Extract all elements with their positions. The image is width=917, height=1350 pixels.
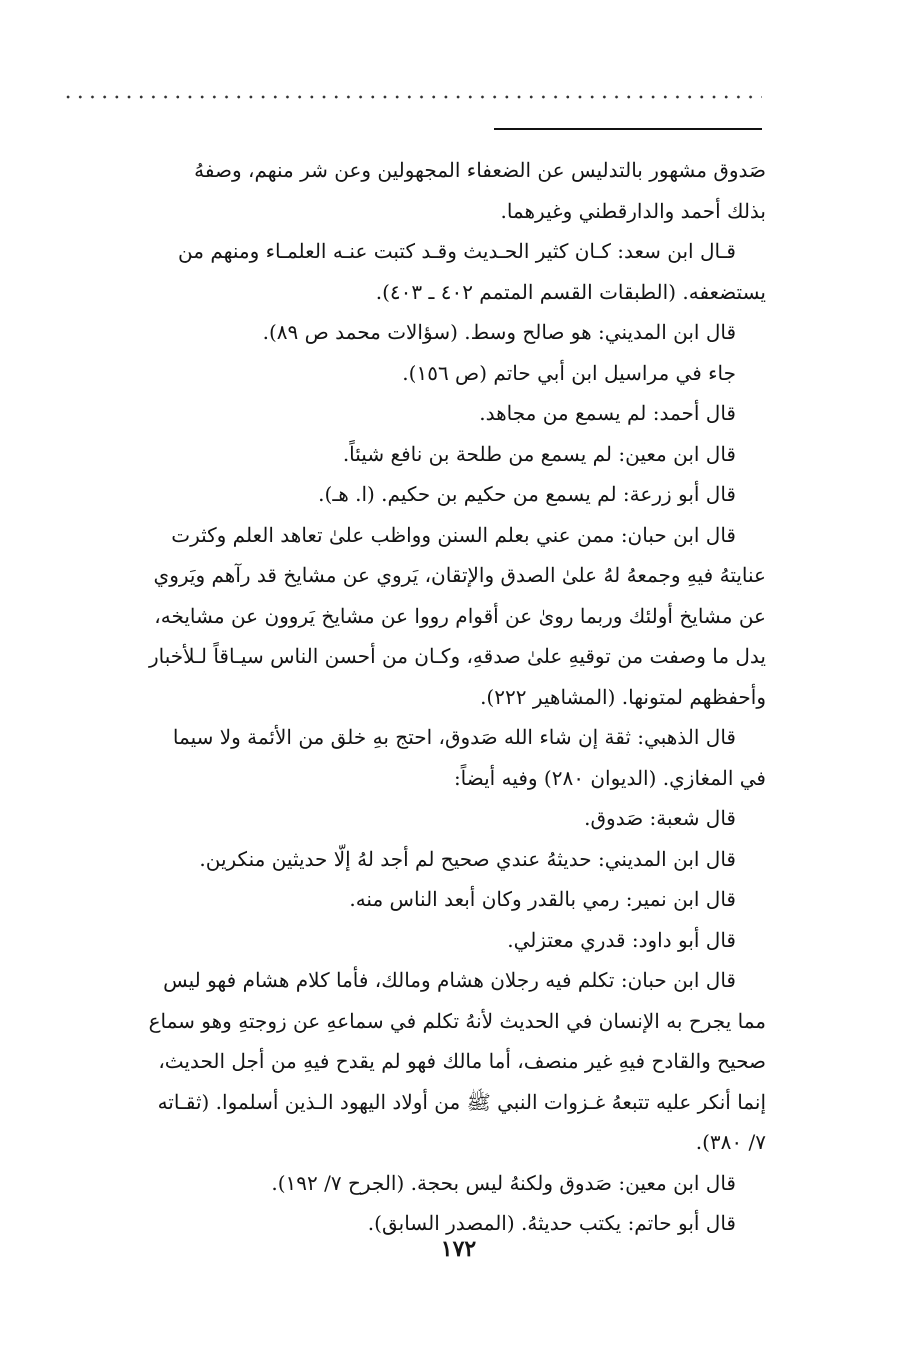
text-line: قال شعبة: صَدوق.: [584, 806, 736, 830]
dotted-separator: [62, 94, 762, 100]
text-line: قال ابن المديني: حديثهُ عندي صحيح لم أجد لهُ إلّا حديثين منكرين.: [199, 846, 736, 871]
text-line: جاء في مراسيل ابن أبي حاتم (ص ١٥٦).: [402, 360, 736, 385]
text-line: ٧/ ٣٨٠).: [695, 1130, 766, 1154]
text-line: يستضعفه. (الطبقات القسم المتمم ٤٠٢ ـ ٤٠٣).: [375, 279, 766, 304]
text-line: قال ابن حبان: ممن عني بعلم السنن وواظب علىٰ تعاهد العلم وكثرت: [171, 522, 736, 547]
text-line: قـال ابن سعد: كـان كثير الحـديث وقـد كتبت عنـه العلمـاء ومنهم من: [178, 239, 736, 263]
text-line: وأحفظهم لمتونها. (المشاهير ٢٢٢).: [480, 684, 766, 709]
text-line: قال ابن معين: لم يسمع من طلحة بن نافع شيئاً.: [342, 441, 736, 466]
text-line: بذلك أحمد والدارقطني وغيرهما.: [500, 198, 766, 223]
text-line: قال ابن معين: صَدوق ولكنهُ ليس بحجة. (الجرح ٧/ ١٩٢).: [271, 1170, 736, 1195]
footnote-rule: [494, 128, 762, 130]
text-line: في المغازي. (الديوان ٢٨٠) وفيه أيضاً:: [453, 765, 766, 790]
text-line: إنما أنكر عليه تتبعهُ غـزوات النبي ﷺ من أولاد اليهود الـذين أسلموا. (ثقـاته: [157, 1089, 766, 1114]
text-line: قال أحمد: لم يسمع من مجاهد.: [479, 401, 736, 425]
text-line: قال ابن حبان: تكلم فيه رجلان هشام ومالك، فأما كلام هشام فهو ليس: [163, 968, 736, 992]
text-line: قال أبو داود: قدري معتزلي.: [507, 927, 736, 952]
text-line: صَدوق مشهور بالتدليس عن الضعفاء المجهولين وعن شر منهم، وصفهُ: [194, 158, 766, 182]
text-line: قال ابن المديني: هو صالح وسط. (سؤالات محمد ص ٨٩).: [262, 320, 736, 344]
text-line: قال الذهبي: ثقة إن شاء الله صَدوق، احتج بهِ خلق من الأئمة ولا سيما: [172, 725, 736, 749]
text-line: عن مشايخ أولئك وربما روىٰ عن أقوام رووا عن مشايخ يَروون عن مشايخه،: [154, 603, 766, 628]
text-line: قال ابن نمير: رمي بالقدر وكان أبعد الناس منه.: [349, 887, 736, 911]
text-line: عنايتهُ فيهِ وجمعهُ لهُ علىٰ الصدق والإتقان، يَروي عن مشايخ قد رآهم ويَروي: [153, 563, 766, 587]
text-line: صحيح والقادح فيهِ غير منصف، أما مالك فهو لم يقدح فيهِ من أجل الحديث،: [158, 1049, 766, 1073]
page-number: ١٧٢: [440, 1236, 477, 1262]
text-line: يدل ما وصفت من توقيهِ علىٰ صدقهِ، وكـان من أحسن الناس سيـاقاً لـلأخبار: [148, 644, 766, 668]
text-line: مما يجرح به الإنسان في الحديث لأنهُ تكلم في سماعهِ عن زوجتهِ وهو سماع: [148, 1008, 766, 1033]
main-text: [66, 150, 766, 1244]
text-line: قال أبو حاتم: يكتب حديثهُ. (المصدر السابق).: [367, 1211, 736, 1235]
text-line: قال أبو زرعة: لم يسمع من حكيم بن حكيم. (ا. هـ).: [318, 482, 736, 506]
